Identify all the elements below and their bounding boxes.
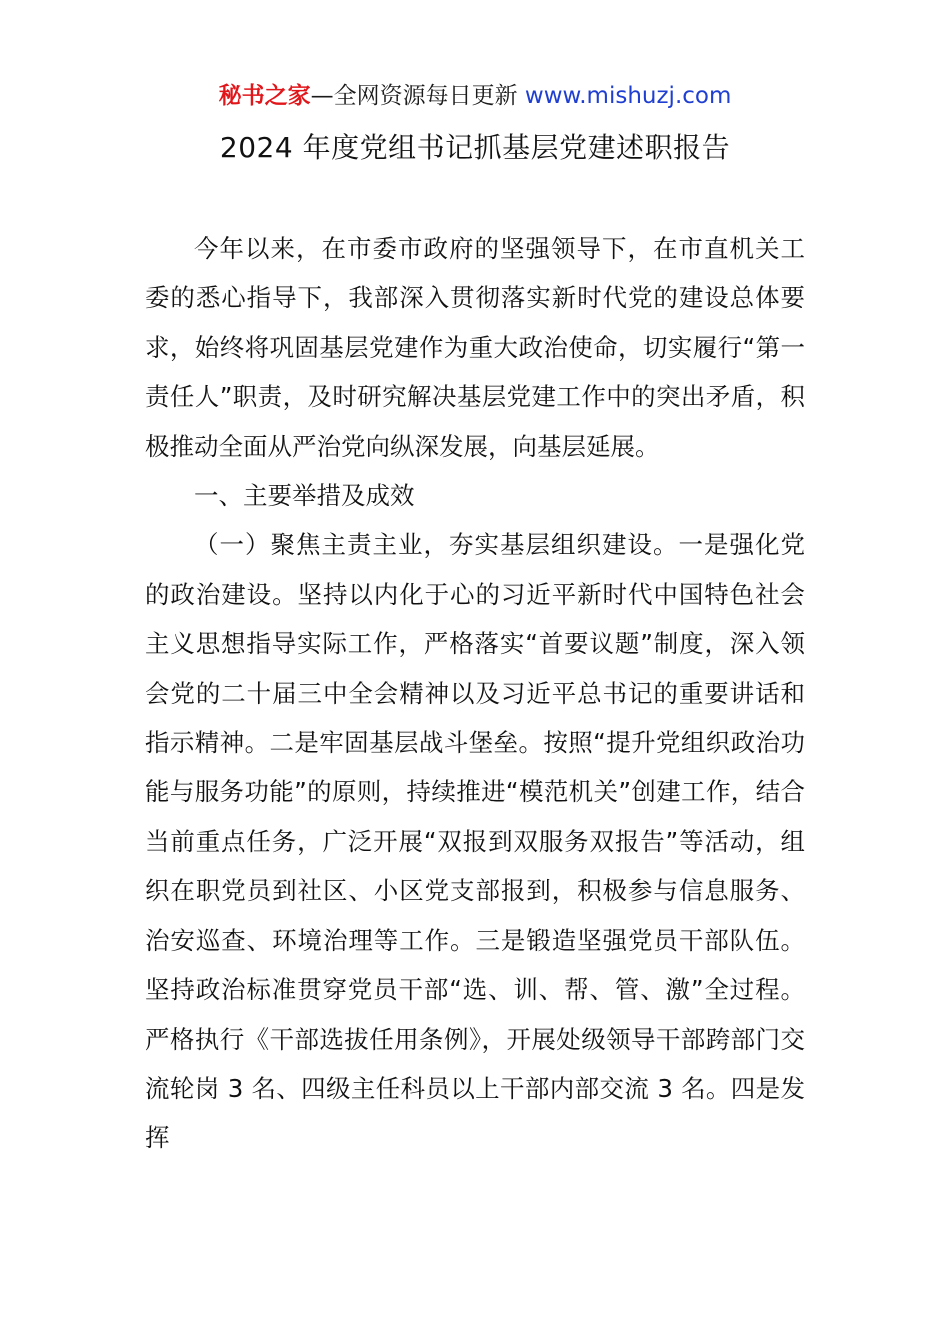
document-body bbox=[145, 224, 805, 1163]
section-paragraph: （一）聚焦主责主业，夯实基层组织建设。一是强化党的政治建设。坚持以内化于心的习近平新时代中国特色社会主义思想指导实际工作，严格落实“首要议题”制度，深入领会党的二十届三中全会精神以及习近平总书记的重要讲话和指示精神。二是牢固基层战斗堡垒。按照“提升党组织政治功能与服务功能”的原则，持续推进“模范机关”创建工作，结合当前重点任务，广泛开展“双报到双服务双报告”等活动，组织在职党员到社区、小区党支部报到，积极参与信息服务、治安巡查、环境治理等工作。三是锻造坚强党员干部队伍。坚持政治标准贯穿党员干部“选、训、帮、管、激”全过程。严格执行《干部选拔任用条例》，开展处级领导干部跨部门交流轮岗 3 名、四级主任科员以上干部内部交流 3 名。四是发挥 bbox=[145, 530, 805, 1153]
document-title: 2024 年度党组书记抓基层党建述职报告 bbox=[219, 131, 731, 164]
site-brand: 秘书之家 bbox=[218, 83, 311, 109]
intro-paragraph: 今年以来，在市委市政府的坚强领导下，在市直机关工委的悉心指导下，我部深入贯彻落实新时代党的建设总体要求，始终将巩固基层党建作为重大政治使命，切实履行“第一责任人”职责，及时研究解决基层党建工作中的突出矛盾，积极推动全面从严治党向纵深发展，向基层延展。 bbox=[145, 234, 805, 461]
site-slogan: —全网资源每日更新 bbox=[310, 83, 518, 109]
site-header bbox=[0, 80, 950, 112]
site-url-link[interactable]: www.mishuzj.com bbox=[524, 83, 732, 109]
section-heading: 一、主要举措及成效 bbox=[194, 481, 415, 511]
